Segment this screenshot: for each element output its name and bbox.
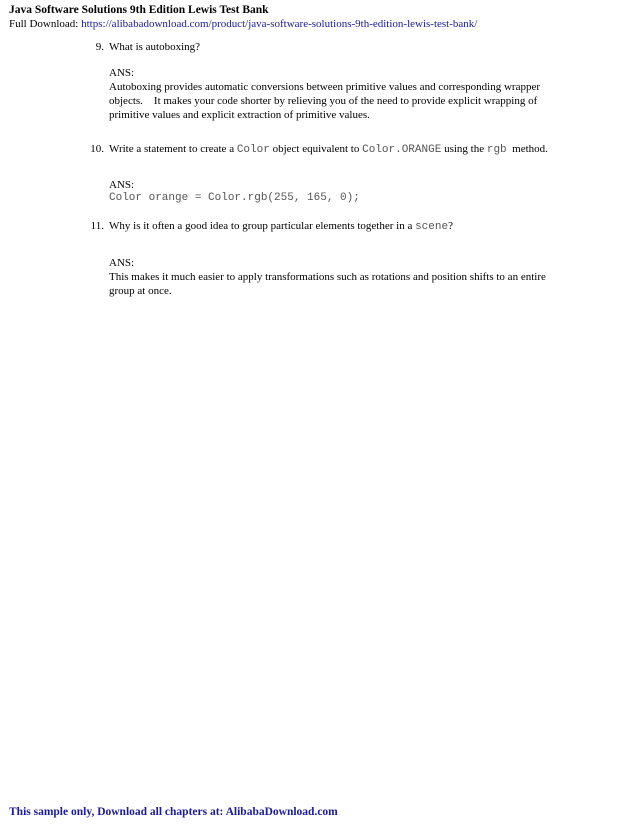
text-segment: using the — [441, 143, 487, 155]
text-segment: object equivalent to — [269, 143, 363, 155]
download-label: Full Download: — [9, 18, 82, 30]
answer-label: ANS: — [109, 67, 135, 79]
text-segment: Write a statement to create a — [109, 143, 237, 155]
question-number: 9. — [95, 41, 104, 53]
download-line — [9, 17, 477, 31]
question-text — [109, 142, 589, 157]
answer-line: objects. It makes your code shorter by relieving you of the need to provide explicit wrapping of — [109, 95, 538, 107]
answer-line: group at once. — [109, 285, 172, 297]
question-number: 11. — [90, 220, 104, 232]
code-segment: rgb — [486, 144, 507, 156]
answer-line: primitive values and explicit extraction of primitive values. — [109, 109, 370, 121]
question-number: 10. — [90, 143, 104, 155]
document-header — [9, 3, 477, 31]
text-segment: Why is it often a good idea to group particular elements together in a — [109, 220, 416, 232]
answer-label: ANS: — [109, 179, 135, 191]
code-segment: Color — [236, 144, 270, 156]
code-segment: Color.ORANGE — [362, 144, 442, 156]
answer-line: This makes it much easier to apply transformations such as rotations and position shifts to an entire — [109, 271, 546, 283]
text-segment: ? — [448, 220, 453, 232]
document-title: Java Software Solutions 9th Edition Lewis Test Bank — [9, 4, 269, 16]
download-link[interactable]: https://alibabadownload.com/product/java-software-solutions-9th-edition-lewis-test-bank/ — [81, 18, 478, 30]
answer-line: Autoboxing provides automatic conversions between primitive values and corresponding wrapper — [109, 81, 541, 93]
answer-code: Color orange = Color.rgb(255, 165, 0); — [109, 192, 360, 204]
code-segment: scene — [415, 221, 449, 233]
text-segment: method. — [506, 143, 548, 155]
footer-notice: This sample only, Download all chapters at: AlibabaDownload.com — [9, 806, 338, 818]
question-text: What is autoboxing? — [109, 41, 201, 53]
question-text — [109, 219, 589, 234]
answer-label: ANS: — [109, 257, 135, 269]
